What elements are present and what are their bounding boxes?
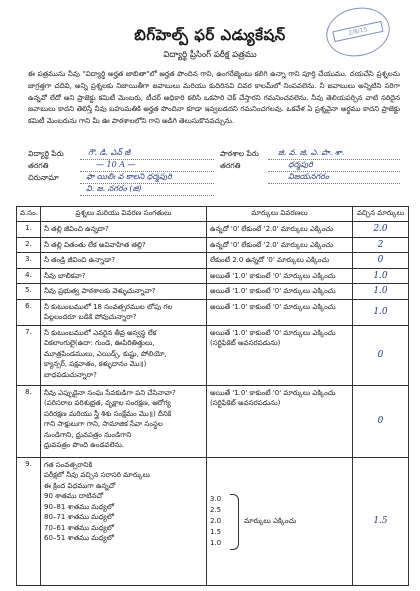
row-question	[41, 253, 207, 269]
student-name-value[interactable]: గౌ. డి. ఎన్ జీ	[88, 148, 131, 157]
address-line-2	[80, 195, 214, 196]
row-score[interactable]: 1.0	[353, 268, 409, 284]
question-line: నీవు బాలికవా?	[44, 271, 86, 280]
page-subtitle: విద్యార్థి ప్రీసింగ్ పరీక్ష పత్రము	[163, 50, 257, 60]
question-line: గత సంవత్సరానికి	[44, 460, 93, 469]
row-score[interactable]: 2	[353, 237, 409, 253]
header-question: ప్రశ్నలు మరియు వివరణ సంగతులు	[41, 207, 207, 222]
marks-scale	[210, 494, 349, 549]
scale-value: 1.5	[210, 527, 222, 536]
instructions-paragraph: ఈ పత్రమును నీవు "విద్యార్థి అర్హత జాబితా"లో అర్హత పొందిన గాని, ఉంగరేజ్మెంటు కలిగి ఉన్నా గాని పూర్తి చేయుము. దయచేసి ప్రశ్నలను జాగ్రత్తగా చదివి, అన్ని ప్రశ్నలకు నిజాయితీగా జవాబులు మరియు కుదిరినవి చివర కాలమ్‌లో నింపవలెను. నీ జవాబులు అన్నిటిని సరిగా ఉన్నవో లేదో అని ప్రాజెక్టు కమిటీ మెంబరు, టీచర్ అధికారి కలిసి ఒకసారి చెక్ చేస్తారని గమనించవలెను. నీవు తెలియపర్చిన వాటి సరిదైన జవాబులు కాదని తెలిస్తే నీవు బహుమతికి అర్హత పొందినా కూడా ఇవ్వబడదని గమనించగలవు. ఒకవేళ ఏ ప్రశ్నవైనా అర్థము కాదని ప్రాజెక్టు కమిటీ మెంబరును గాని మీ ఊ పాఠశాలలోని గాని అడిగి తెలుసుకొనవచ్చును.	[28, 70, 400, 126]
row-serial: 9.	[17, 457, 41, 585]
row-marks-rule	[207, 284, 353, 300]
row-score[interactable]: 1.0	[353, 284, 409, 300]
question-line: 90–81 శాతము మధ్యలో	[44, 502, 114, 511]
row-serial: 6.	[17, 299, 41, 325]
row-question	[41, 325, 207, 385]
question-line: మూత్రపిండములు, ఎయిడ్స్, కుష్టు, పోలియో,	[44, 349, 167, 358]
scale-value: 2.0	[210, 516, 222, 525]
page-title: బిగ్‌హెల్ప్ ఫర్ ఎడ్యుకేషన్	[134, 26, 286, 44]
village-label: తరగతి	[220, 161, 241, 170]
header-score: వచ్చిన మార్కులు	[353, 207, 409, 222]
scale-value: 3.0	[210, 494, 222, 503]
table-header-row	[17, 207, 409, 222]
village-value[interactable]: ధర్మపురి	[288, 160, 313, 169]
row-marks-rule	[207, 253, 353, 269]
row-serial: 8.	[17, 385, 41, 457]
row-marks-rule	[207, 222, 353, 238]
question-line: నుండిగాని, ధ్రువపత్రం నుండిగాని	[44, 430, 132, 439]
question-line: నీ తల్లి జీవించి ఉన్నదా?	[44, 225, 109, 233]
marks-line: అయితే '1.0' కాకుంటే '0' మార్కులు ఎక్కించు	[210, 388, 336, 397]
table-row	[17, 325, 409, 385]
class-value[interactable]: — 10 A —	[96, 160, 136, 169]
row-serial: 3.	[17, 253, 41, 269]
address2-value[interactable]: విజయనగరం	[288, 172, 329, 181]
row-marks-rule	[207, 385, 353, 457]
table-row	[17, 237, 409, 253]
row-question	[41, 457, 207, 585]
question-line: పరీక్షలో నీవు వచ్చిన సరాసరి మార్కులు	[44, 471, 150, 479]
question-line: నీ కుటుంబములో 18 సంవత్సరముల లోపు గల	[44, 302, 173, 311]
table-row	[17, 299, 409, 325]
marks-line: అయితే '1.0' కాకుంటే '0' మార్కులు ఎక్కించు	[210, 287, 336, 295]
question-line: నీవు ప్రభుత్వ పాఠశాలకు వెళ్ళుచున్నావా?	[44, 287, 156, 295]
row-score[interactable]: 0	[353, 325, 409, 385]
address-label: చిరునామా	[28, 173, 59, 182]
school-name-label: పాఠశాల పేరు	[220, 149, 259, 158]
row-marks-rule	[207, 325, 353, 385]
row-serial: 1.	[17, 222, 41, 238]
header-marks: మార్కులు వివరణలు	[207, 207, 353, 222]
marks-line: అయితే '1.0' కాకుంటే '0' మార్కులు ఎక్కించు	[210, 302, 336, 311]
question-line: పిల్లలందరూ బడికి పోవుచున్నారా?	[44, 313, 137, 321]
question-line: గాని సాక్షులుగా గాని, సామాజిక సేవా సంస్థల	[44, 420, 163, 428]
scale-value: 1.0	[210, 538, 222, 547]
row-score[interactable]: 0	[353, 385, 409, 457]
student-name-label: విద్యార్థి పేరు	[28, 149, 64, 158]
question-line: ధ్రువపత్రం పొంది ఉండవలెను.	[44, 441, 125, 449]
question-line: 90 శాతము దాటినచో	[44, 492, 104, 500]
row-serial: 7.	[17, 325, 41, 385]
question-line: 60–51 శాతము మధ్యలో	[44, 534, 114, 542]
row-serial: 5.	[17, 284, 41, 300]
table-row	[17, 253, 409, 269]
question-line: నీ కుటుంబములో ఎవరైన తీవ్ర అస్వస్థ లేక	[44, 328, 157, 337]
row-question	[41, 385, 207, 457]
marks-line: లేకుంటే 2.0 ఉన్నదో '0' మార్కులు ఎక్కించు	[210, 256, 330, 264]
row-marks-rule	[207, 237, 353, 253]
question-line: (పరిసరాల పరిశుభ్రత, వృక్షాల సంరక్షణ, ఆరోగ్య	[44, 399, 171, 407]
header-serial: వ.సం.	[17, 207, 41, 222]
question-line: పరిరక్షణ మరియు స్త్రీ శిశు సంక్షేమం మొ॥) దీనికి	[44, 409, 172, 418]
row-question	[41, 237, 207, 253]
marks-line: ఉన్నదో '0' లేకుంటే '2.0' మార్కులు ఎక్కించు	[210, 240, 333, 249]
question-line: ఈ క్రింద విధముగా ఉన్నచో	[44, 481, 116, 490]
marks-line: అయితే '1.0' కాకుంటే '0' మార్కులు ఎక్కించు	[210, 328, 336, 337]
address-value-2[interactable]: వి. జ. నగరం (జి)	[86, 184, 142, 193]
brace-icon	[230, 494, 239, 550]
scale-value: 2.5	[210, 505, 222, 514]
class-label: తరగతి	[28, 161, 49, 170]
question-line: నీ తండ్రి జీవించి ఉన్నాడా?	[44, 256, 116, 264]
address-value-1[interactable]: ఫా యిలిఁ వ కాలని ధర్మపురి	[86, 172, 172, 181]
marks-line: ఉన్నదో '0' లేకుంటే '2.0' మార్కులు ఎక్కించు	[210, 225, 333, 233]
table-row	[17, 457, 409, 585]
row-question	[41, 268, 207, 284]
student-details	[28, 149, 400, 197]
question-line: బాధపడుచున్నారా?	[44, 370, 97, 379]
table-row	[17, 222, 409, 238]
table-row	[17, 268, 409, 284]
school-name-value[interactable]: జి. వ. జి. ఎ. పా. శా.	[278, 148, 345, 157]
table-row	[17, 284, 409, 300]
marks-line: (సర్టిఫికెట్ అవసరపడును)	[210, 399, 281, 407]
marks-line: అయితే '1.0' కాకుంటే '0' మార్కులు ఎక్కించు	[210, 271, 336, 280]
question-line: వికలాంగులై(ఉదా: గుండె, ఊపిరితిత్తులు,	[44, 339, 155, 347]
row-question	[41, 299, 207, 325]
row-score[interactable]: 1.5	[353, 457, 409, 585]
row-marks-rule	[207, 299, 353, 325]
row-marks-rule	[207, 268, 353, 284]
question-line: నీ తల్లి వితంతు లేక అవివాహిత తల్లి?	[44, 240, 146, 249]
marks-line: (సర్టిఫికెట్ అవసరపడును)	[210, 339, 281, 347]
stamp-date: 2/8/15	[332, 21, 383, 42]
row-serial: 2.	[17, 237, 41, 253]
question-line: 80–71 శాతము మధ్యలో	[44, 513, 114, 521]
table-row	[17, 385, 409, 457]
row-serial: 4.	[17, 268, 41, 284]
row-question	[41, 284, 207, 300]
eligibility-table	[16, 206, 409, 586]
question-line: నీవు ఎప్పుడైనా సంఘ సేవకుడిగా పని చేసినావా?	[44, 388, 176, 397]
row-question	[41, 222, 207, 238]
question-line: క్యాన్సర్, పక్షవాతం, కళ్ళుదానం మొ॥)	[44, 360, 147, 368]
row-score[interactable]: 1.0	[353, 299, 409, 325]
scale-label: మార్కులు ఎక్కించు	[244, 516, 297, 525]
question-line: 70–61 శాతము మధ్యలో	[44, 523, 114, 532]
address2-line	[268, 183, 400, 184]
table-body	[17, 222, 409, 586]
row-marks-rule	[207, 457, 353, 585]
row-score[interactable]: 0	[353, 253, 409, 269]
row-score[interactable]: 2.0	[353, 222, 409, 238]
